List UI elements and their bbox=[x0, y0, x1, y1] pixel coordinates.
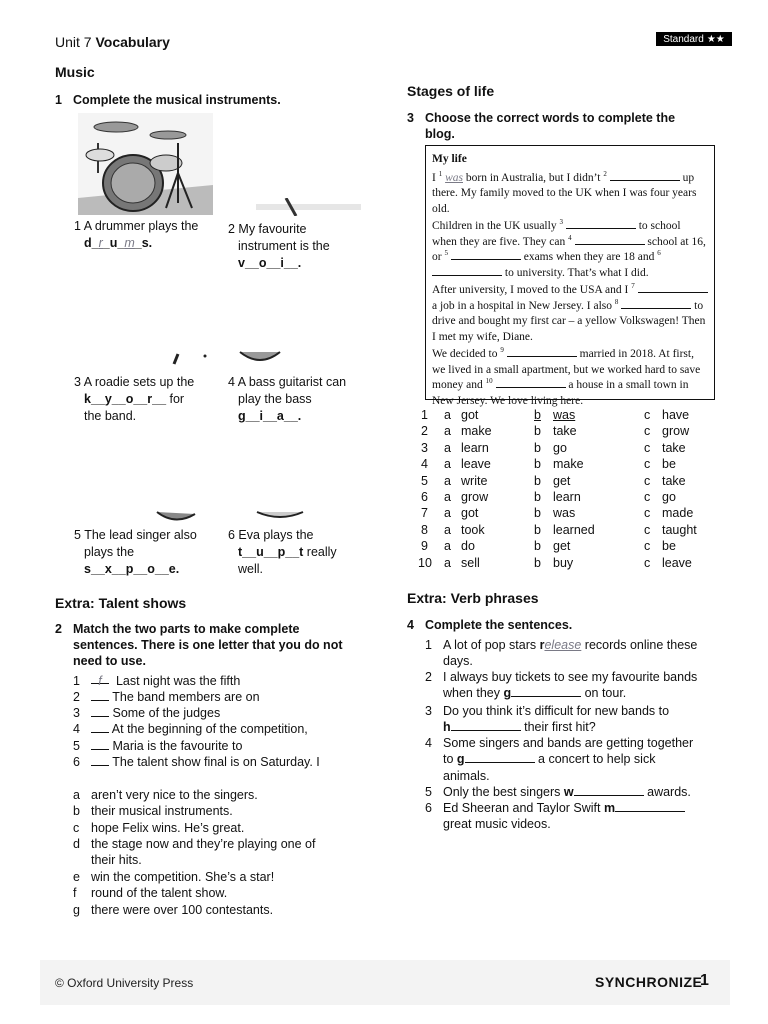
option-a[interactable]: got bbox=[461, 506, 479, 521]
option-b[interactable]: buy bbox=[553, 555, 574, 570]
instrument-item-6: 6 Eva plays the t__u__p__t really well. bbox=[228, 528, 337, 576]
option-number: 4 bbox=[421, 457, 428, 472]
option-number: 8 bbox=[421, 522, 428, 537]
star-icon: ★★ bbox=[706, 33, 725, 45]
option-row bbox=[422, 539, 752, 555]
blog-paragraph-3: After university, I moved to the USA and I $^7$ a job in a hospital in New Jersey. I also $^8$ to drive and bought my first car – a yellow Volkswagen! Then I met my wife, Diane. bbox=[432, 283, 708, 345]
option-letter: b bbox=[534, 490, 541, 504]
ending-f: f round of the talent show. bbox=[73, 886, 228, 900]
option-letter: a bbox=[444, 506, 451, 521]
answer-blank[interactable] bbox=[615, 801, 685, 812]
answer-blank[interactable] bbox=[451, 720, 521, 731]
verb-item-5: 5 Only the best singers w awards. bbox=[425, 785, 691, 799]
option-a[interactable]: leave bbox=[461, 457, 491, 472]
option-row bbox=[422, 424, 752, 440]
level-badge: Standard ★★ bbox=[656, 32, 732, 46]
option-c[interactable]: made bbox=[662, 506, 694, 521]
page-number: 1 bbox=[700, 972, 709, 989]
option-row bbox=[422, 506, 752, 522]
option-c[interactable]: be bbox=[662, 539, 676, 554]
section-heading-stages: Stages of life bbox=[407, 83, 495, 99]
option-letter: b bbox=[534, 539, 541, 554]
instrument-item-1: 1 A drummer plays the d_r_u_m_s. bbox=[74, 219, 199, 250]
option-row bbox=[422, 474, 752, 490]
option-letter: a bbox=[444, 424, 451, 439]
option-letter: c bbox=[644, 555, 651, 570]
option-c[interactable]: take bbox=[662, 473, 686, 488]
option-b[interactable]: take bbox=[553, 424, 577, 439]
option-number: 10 bbox=[418, 555, 432, 570]
option-letter: c bbox=[644, 506, 651, 521]
ending-e: e win the competition. She’s a star! bbox=[73, 870, 275, 884]
option-letter: a bbox=[444, 408, 451, 422]
match-item-4: 4 At the beginning of the competition, bbox=[73, 722, 308, 736]
verb-item-4: 4 Some singers and bands are getting together to g a concert to help sick animals. bbox=[425, 736, 694, 783]
option-b[interactable]: get bbox=[553, 539, 571, 554]
match-item-3: 3 Some of the judges bbox=[73, 706, 221, 720]
option-b[interactable]: learned bbox=[553, 522, 595, 537]
option-letter: c bbox=[644, 539, 651, 554]
option-a[interactable]: sell bbox=[461, 555, 480, 570]
violin-image bbox=[256, 198, 361, 216]
answer-blank[interactable] bbox=[91, 739, 109, 750]
answer-blank[interactable] bbox=[91, 706, 109, 717]
option-c[interactable]: taught bbox=[662, 522, 697, 537]
option-letter: a bbox=[444, 522, 451, 537]
option-c[interactable]: leave bbox=[662, 555, 692, 570]
ending-c: c hope Felix wins. He’s great. bbox=[73, 821, 245, 835]
option-letter: c bbox=[644, 473, 651, 488]
instrument-item-4: 4 A bass guitarist can play the bass g__i__a__. bbox=[228, 375, 347, 423]
answer-blank[interactable] bbox=[465, 752, 535, 763]
option-a[interactable]: got bbox=[461, 408, 479, 422]
option-letter: c bbox=[644, 490, 651, 504]
option-letter: b bbox=[534, 440, 541, 455]
answer-blank[interactable] bbox=[91, 722, 109, 733]
ending-d: d the stage now and they’re playing one of their hits. bbox=[73, 837, 316, 867]
option-number: 2 bbox=[421, 424, 428, 439]
option-number: 5 bbox=[421, 473, 428, 488]
option-letter: c bbox=[644, 408, 651, 422]
answer-blank[interactable] bbox=[91, 690, 109, 701]
option-letter: a bbox=[444, 473, 451, 488]
exercise-3-instruction: 3 Choose the correct words to complete the blog. bbox=[407, 111, 676, 141]
option-a[interactable]: grow bbox=[461, 490, 489, 504]
option-number: 9 bbox=[421, 539, 428, 554]
answer-blank[interactable] bbox=[574, 785, 644, 796]
exercise-2-instruction: 2 Match the two parts to make complete sentences. There is one letter that you do not need to use. bbox=[55, 622, 343, 668]
option-letter: b bbox=[534, 408, 541, 422]
option-letter: b bbox=[534, 522, 541, 537]
instrument-item-3: 3 A roadie sets up the k__y__o__r__ for the band. bbox=[74, 375, 195, 423]
option-letter: b bbox=[534, 424, 541, 439]
option-b[interactable]: learn bbox=[553, 490, 581, 504]
option-letter: a bbox=[444, 555, 451, 570]
copyright: © Oxford University Press bbox=[55, 976, 194, 990]
option-letter: b bbox=[534, 555, 541, 570]
instrument-item-2: 2 My favourite instrument is the v__o__i__. bbox=[228, 222, 330, 270]
option-letter: b bbox=[534, 457, 541, 472]
option-number: 7 bbox=[421, 506, 428, 521]
saxophone-image bbox=[155, 510, 200, 524]
option-letter: b bbox=[534, 473, 541, 488]
option-c[interactable]: take bbox=[662, 440, 686, 455]
blog-paragraph-4: We decided to $^9$ married in 2018. At first, we lived in a small apartment, but we worked hard to save money and $^{10}$ a house in a small town in New Jersey. We love living here. bbox=[432, 346, 701, 407]
blog-paragraph-2: Children in the UK usually $^3$ to school when they are five. They can $^4$ school at 16, or $^5$ exams when they are 18 and $^6$ to university. That’s what I did. bbox=[432, 218, 706, 279]
ending-b: b their musical instruments. bbox=[73, 804, 233, 818]
option-a[interactable]: make bbox=[461, 424, 492, 439]
guitar-image bbox=[238, 350, 283, 366]
section-heading-talent: Extra: Talent shows bbox=[55, 595, 187, 611]
option-letter: b bbox=[534, 506, 541, 521]
option-b[interactable]: was bbox=[553, 506, 576, 521]
option-row bbox=[422, 523, 752, 539]
match-item-5: 5 Maria is the favourite to bbox=[73, 739, 243, 753]
option-letter: a bbox=[444, 440, 451, 455]
option-c[interactable]: have bbox=[662, 408, 690, 422]
option-c[interactable]: be bbox=[662, 457, 676, 472]
option-letter: c bbox=[644, 457, 651, 472]
match-item-2: 2 The band members are on bbox=[73, 690, 260, 704]
section-heading-music: Music bbox=[55, 64, 95, 80]
option-row bbox=[422, 441, 752, 457]
option-number: 1 bbox=[421, 408, 428, 422]
blog-text-box bbox=[425, 145, 715, 407]
verb-item-6: 6 Ed Sheeran and Taylor Swift m great music videos. bbox=[425, 800, 745, 833]
option-row bbox=[422, 457, 752, 473]
option-b[interactable]: get bbox=[553, 473, 571, 488]
drum-kit-image bbox=[78, 113, 213, 215]
option-letter: a bbox=[444, 457, 451, 472]
option-number: 6 bbox=[421, 490, 428, 504]
keyboard-image bbox=[170, 352, 210, 366]
verb-item-1: 1 A lot of pop stars release records online these days. bbox=[425, 638, 698, 668]
answer-blank[interactable] bbox=[511, 686, 581, 697]
option-number: 3 bbox=[421, 440, 428, 455]
answer-blank[interactable] bbox=[91, 755, 109, 766]
blog-title: My life bbox=[432, 153, 467, 165]
option-row bbox=[422, 408, 752, 424]
option-letter: a bbox=[444, 539, 451, 554]
instrument-item-5: 5 The lead singer also plays the s__x__p__o__e. bbox=[74, 528, 197, 576]
option-letter: a bbox=[444, 490, 451, 504]
section-heading-verbs: Extra: Verb phrases bbox=[407, 590, 539, 606]
option-letter: c bbox=[644, 424, 651, 439]
option-c[interactable]: go bbox=[662, 490, 676, 504]
option-c[interactable]: grow bbox=[662, 424, 690, 439]
option-row bbox=[418, 555, 752, 572]
option-a[interactable]: write bbox=[461, 473, 488, 488]
unit-title: Unit 7 Vocabulary bbox=[55, 34, 170, 50]
verb-item-3: 3 Do you think it’s difficult for new bands to h their first hit? bbox=[425, 704, 670, 734]
blog-paragraph-1: I $^1$ was born in Australia, but I didn’t $^2$ up there. My family moved to the UK when I was four years old. bbox=[432, 169, 697, 215]
option-b[interactable]: was bbox=[553, 408, 576, 422]
ending-a: a aren’t very nice to the singers. bbox=[73, 788, 258, 802]
option-a[interactable]: learn bbox=[461, 440, 489, 455]
match-item-1: 1 f Last night was the fifth bbox=[73, 674, 241, 688]
trumpet-image bbox=[255, 508, 305, 522]
option-a[interactable]: do bbox=[461, 539, 475, 554]
option-b[interactable]: make bbox=[553, 457, 584, 472]
option-letter: c bbox=[644, 440, 651, 455]
option-b[interactable]: go bbox=[553, 440, 567, 455]
brand-logo: SYNCHRONIZE bbox=[595, 974, 703, 990]
match-item-6: 6 The talent show final is on Saturday. I bbox=[73, 755, 320, 769]
verb-item-2: 2 I always buy tickets to see my favourite bands when they g on tour. bbox=[425, 670, 698, 700]
ending-g: g there were over 100 contestants. bbox=[73, 903, 274, 917]
option-a[interactable]: took bbox=[461, 522, 485, 537]
option-row bbox=[422, 490, 752, 506]
option-letter: c bbox=[644, 522, 651, 537]
